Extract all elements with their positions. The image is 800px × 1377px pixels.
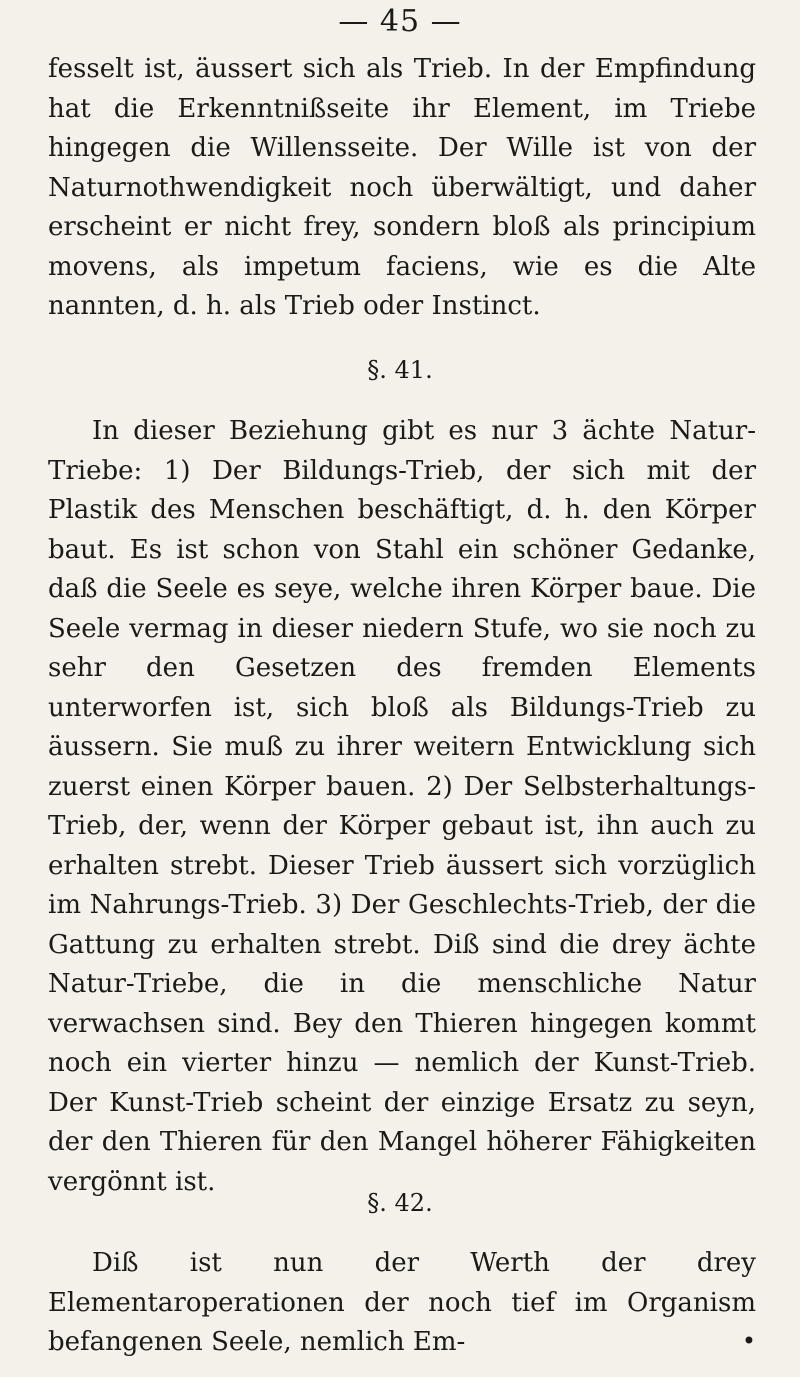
paragraph-text-2: In dieser Beziehung gibt es nur 3 ächte Natur-Triebe: 1) Der Bildungs-Trieb, der sich mit der Plastik des Menschen beschäftigt, d. h. den Körper baut. Es ist schon von Stahl ein schöner Gedanke, daß die Seele es seye, welche ihren Körper baue. Die Seele vermag in dieser niedern Stufe, wo sie noch zu sehr den Gesetzen des fremden Elements unterworfen ist, sich bloß als Bildungs-Trieb zu äussern. Sie muß zu ihrer weitern Entwicklung sich zuerst einen Körper bauen. 2) Der Selbsterhaltungs-Trieb, der, wenn der Körper gebaut ist, ihn auch zu erhalten strebt. Dieser Trieb äussert sich vorzüglich im Nahrungs-Trieb. 3) Der Geschlechts-Trieb, der die Gattung zu erhalten strebt. Diß sind die drey ächte Natur-Triebe, die in die menschliche Natur verwachsen sind. Bey den Thieren hingegen kommt noch ein vierter hinzu — nemlich der Kunst-Trieb. Der Kunst-Trieb scheint der einzige Ersatz zu seyn, der den Thieren für den Mangel höherer Fähigkeiten vergönnt ist. <box>48 416 756 1197</box>
paragraph-section-42 <box>48 1244 756 1363</box>
paragraph-text-1: fesselt ist, äussert sich als Trieb. In der Empfindung hat die Erkenntnißseite ihr Element, im Triebe hingegen die Willensseite. Der Wille ist von der Naturnothwendigkeit noch überwältigt, und daher erscheint er nicht frey, sondern bloß als principium movens, als impetum faciens, wie es die Alte nannten, d. h. als Trieb oder Instinct. <box>48 54 756 321</box>
paragraph-text-3: Diß ist nun der Werth der drey Elementaroperationen der noch tief im Organism befangenen Seele, nemlich Em- <box>48 1248 756 1357</box>
section-heading-41: §. 41. <box>367 356 433 384</box>
page-number: — 45 — <box>338 4 462 39</box>
footer-mark: • <box>741 1327 756 1355</box>
paragraph-continued <box>48 50 756 327</box>
section-heading-42: §. 42. <box>367 1189 433 1217</box>
paragraph-section-41 <box>48 412 756 1202</box>
